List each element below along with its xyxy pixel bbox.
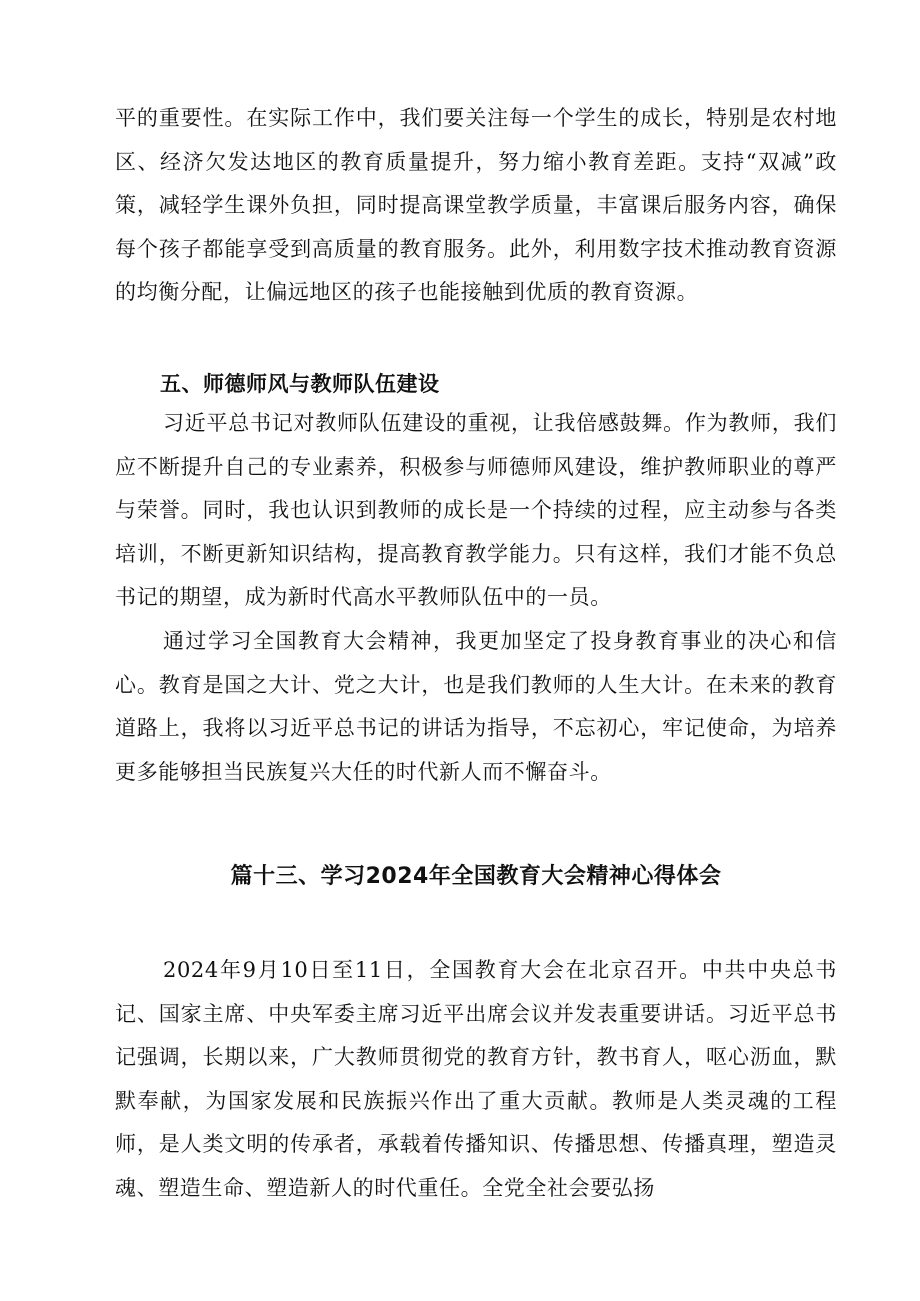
paragraph-education-equity: 平的重要性。在实际工作中，我们要关注每一个学生的成长，特别是农村地区、经济欠发达地区的教育质量提升，努力缩小教育差距。支持“双减”政策，减轻学生课外负担，同时提高课堂教学质量，丰富课后服务内容，确保每个孩子都能享受到高质量的教育服务。此外，利用数字技术推动教育资源的均衡分配，让偏远地区的孩子也能接触到优质的教育资源。 (115, 106, 837, 304)
paragraph-teacher-team: 习近平总书记对教师队伍建设的重视，让我倍感鼓舞。作为教师，我们应不断提升自己的专业素养，积极参与师德师风建设，维护教师职业的尊严与荣誉。同时，我也认识到教师的成长是一个持续的过程，应主动参与各类培训，不断更新知识结构，提高教育教学能力。只有这样，我们才能不负总书记的期望，成为新时代高水平教师队伍中的一员。 (115, 411, 837, 609)
heading-teacher-ethics: 五、师德师风与教师队伍建设 (160, 372, 440, 396)
paragraph-conclusion: 通过学习全国教育大会精神，我更加坚定了投身教育事业的决心和信心。教育是国之大计、党之大计，也是我们教师的人生大计。在未来的教育道路上，我将以习近平总书记的讲话为指导，不忘初心，牢记使命，为培养更多能够担当民族复兴大任的时代新人而不懈奋斗。 (115, 629, 837, 784)
paragraph-conference-intro: 2024年9月10日至11日，全国教育大会在北京召开。中共中央总书记、国家主席、中央军委主席习近平出席会议并发表重要讲话。习近平总书记强调，长期以来，广大教师贯彻党的教育方针，教书育人，呕心沥血，默默奉献，为国家发展和民族振兴作出了重大贡献。教师是人类灵魂的工程师，是人类文明的传承者，承载着传播知识、传播思想、传播真理，塑造灵魂、塑造生命、塑造新人的时代重任。全党全社会要弘扬 (115, 958, 837, 1200)
section-title: 篇十三、学习2024年全国教育大会精神心得体会 (230, 864, 722, 889)
